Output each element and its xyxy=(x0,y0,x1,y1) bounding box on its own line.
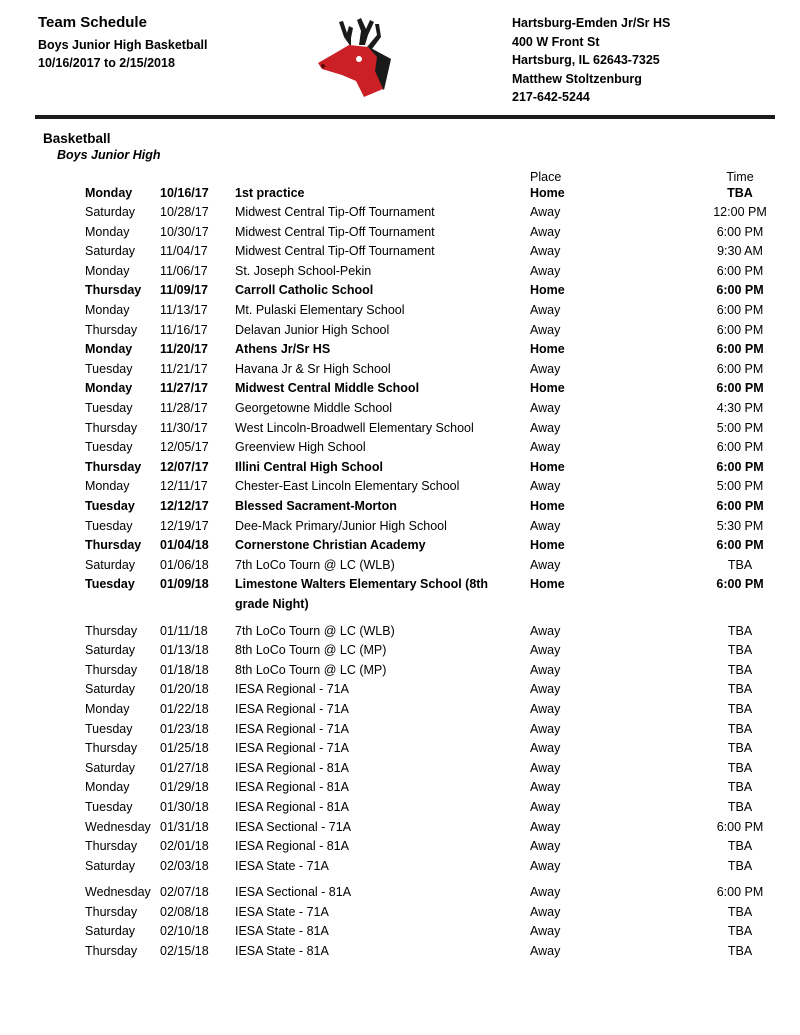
schedule-row xyxy=(85,759,800,779)
row-date: 02/10/18 xyxy=(160,924,209,939)
row-time: TBA xyxy=(727,185,753,200)
school-address-line1: 400 W Front St xyxy=(512,34,600,49)
row-day: Saturday xyxy=(85,557,136,572)
schedule-row xyxy=(85,661,800,681)
row-place: Away xyxy=(530,741,561,756)
row-date: 11/16/17 xyxy=(160,322,208,337)
schedule-row xyxy=(85,360,800,380)
row-event: Illini Central High School xyxy=(235,459,383,474)
row-event: Havana Jr & Sr High School xyxy=(235,361,391,376)
time-column-header: Time xyxy=(726,169,754,184)
row-place: Away xyxy=(530,303,561,318)
row-place: Away xyxy=(530,518,561,533)
schedule-row xyxy=(85,497,800,517)
row-date: 11/30/17 xyxy=(160,420,208,435)
row-event: Dee-Mack Primary/Junior High School xyxy=(235,518,447,533)
row-event: Blessed Sacrament-Morton xyxy=(235,499,397,513)
schedule-row xyxy=(85,622,800,642)
row-time: 6:00 PM xyxy=(716,499,764,513)
row-place: Away xyxy=(530,885,561,900)
row-date: 02/01/18 xyxy=(160,839,209,854)
schedule-row xyxy=(85,438,800,458)
row-day: Tuesday xyxy=(85,499,135,513)
row-event: Mt. Pulaski Elementary School xyxy=(235,303,405,318)
row-time: TBA xyxy=(727,944,753,959)
school-name: Hartsburg-Emden Jr/Sr HS xyxy=(512,16,671,30)
row-day: Saturday xyxy=(85,205,136,220)
row-date: 12/05/17 xyxy=(160,440,209,455)
schedule-row xyxy=(85,700,800,720)
row-event: West Lincoln-Broadwell Elementary School xyxy=(235,420,474,435)
row-event: IESA State - 71A xyxy=(235,858,329,873)
sport-section-title: Basketball xyxy=(43,130,111,146)
row-event: Midwest Central Tip-Off Tournament xyxy=(235,224,435,239)
schedule-row xyxy=(85,556,800,576)
row-date: 11/09/17 xyxy=(160,283,208,298)
row-day: Monday xyxy=(85,342,133,357)
row-event: Midwest Central Tip-Off Tournament xyxy=(235,244,435,259)
schedule-row xyxy=(85,720,800,740)
schedule-row xyxy=(85,778,800,798)
row-event: Delavan Junior High School xyxy=(235,322,390,337)
schedule-row xyxy=(85,680,800,700)
team-name: Boys Junior High Basketball xyxy=(38,38,208,52)
row-time: 6:00 PM xyxy=(716,538,764,553)
row-day: Monday xyxy=(85,224,130,239)
row-date: 01/20/18 xyxy=(160,682,209,697)
row-day: Wednesday xyxy=(85,819,151,834)
schedule-row xyxy=(85,857,800,877)
row-event: 7th LoCo Tourn @ LC (WLB) xyxy=(235,623,395,638)
row-event: IESA Regional - 81A xyxy=(235,760,349,775)
row-time: 6:00 PM xyxy=(716,361,764,376)
row-time: 5:00 PM xyxy=(716,420,764,435)
row-time: 6:00 PM xyxy=(716,322,764,337)
row-time: 9:30 AM xyxy=(717,244,763,259)
schedule-row xyxy=(85,281,800,301)
row-day: Thursday xyxy=(85,322,138,337)
schedule-row xyxy=(85,419,800,439)
row-day: Saturday xyxy=(85,682,136,697)
row-event: IESA State - 71A xyxy=(235,904,329,919)
row-date: 11/21/17 xyxy=(160,361,208,376)
row-time: 6:00 PM xyxy=(716,381,764,396)
row-time: 6:00 PM xyxy=(716,283,764,298)
row-day: Saturday xyxy=(85,924,136,939)
row-place: Away xyxy=(530,701,561,716)
row-day: Monday xyxy=(85,381,133,396)
row-time: 4:30 PM xyxy=(716,401,764,416)
contact-name: Matthew Stoltzenburg xyxy=(512,71,642,86)
row-event: Midwest Central Middle School xyxy=(235,381,420,396)
page-title: Team Schedule xyxy=(38,14,147,31)
row-date: 02/15/18 xyxy=(160,944,209,959)
schedule-row xyxy=(85,301,800,321)
row-day: Thursday xyxy=(85,944,138,959)
row-date: 02/03/18 xyxy=(160,858,209,873)
stag-mascot-logo-icon xyxy=(300,14,420,100)
row-day: Thursday xyxy=(85,459,142,474)
row-time: TBA xyxy=(727,701,753,716)
row-day: Thursday xyxy=(85,904,138,919)
header-divider xyxy=(35,115,775,119)
row-event: Greenview High School xyxy=(235,440,366,455)
schedule-row xyxy=(85,837,800,857)
row-time: TBA xyxy=(727,858,753,873)
row-place: Away xyxy=(530,401,561,416)
row-date: 01/25/18 xyxy=(160,741,209,756)
row-event: St. Joseph School-Pekin xyxy=(235,263,372,278)
row-event: Cornerstone Christian Academy xyxy=(235,538,426,553)
row-day: Tuesday xyxy=(85,518,133,533)
row-day: Monday xyxy=(85,303,130,318)
page-header xyxy=(0,0,800,107)
row-date: 11/28/17 xyxy=(160,401,208,416)
row-date: 11/06/17 xyxy=(160,263,208,278)
row-place: Away xyxy=(530,643,561,658)
row-date: 10/28/17 xyxy=(160,205,209,220)
row-date: 01/31/18 xyxy=(160,819,209,834)
schedule-row xyxy=(85,458,800,478)
schedule-row xyxy=(85,641,800,661)
row-event: IESA Regional - 81A xyxy=(235,799,349,814)
row-event: IESA Regional - 71A xyxy=(235,701,349,716)
row-place: Away xyxy=(530,662,561,677)
row-day: Thursday xyxy=(85,839,138,854)
row-time: 6:00 PM xyxy=(716,440,764,455)
row-date: 01/23/18 xyxy=(160,721,209,736)
row-place: Away xyxy=(530,904,561,919)
row-place: Away xyxy=(530,440,561,455)
row-event: 7th LoCo Tourn @ LC (WLB) xyxy=(235,557,395,572)
row-date: 01/29/18 xyxy=(160,780,209,795)
schedule-row xyxy=(85,536,800,556)
row-date: 11/20/17 xyxy=(160,342,208,357)
row-place: Home xyxy=(530,342,565,357)
schedule-row xyxy=(85,262,800,282)
row-place: Away xyxy=(530,244,561,259)
schedule-body xyxy=(85,184,800,962)
row-place: Away xyxy=(530,721,561,736)
row-event: 8th LoCo Tourn @ LC (MP) xyxy=(235,662,387,677)
row-place: Away xyxy=(530,205,561,220)
row-time: TBA xyxy=(727,780,753,795)
schedule-row xyxy=(85,184,800,204)
row-place: Home xyxy=(530,499,565,513)
row-time: TBA xyxy=(727,643,753,658)
row-place: Home xyxy=(530,283,565,298)
row-time: 6:00 PM xyxy=(716,224,764,239)
row-place: Away xyxy=(530,924,561,939)
date-range: 10/16/2017 to 2/15/2018 xyxy=(38,56,175,70)
row-time: 6:00 PM xyxy=(716,342,764,357)
row-time: 6:00 PM xyxy=(716,577,764,592)
row-place: Away xyxy=(530,839,561,854)
row-date: 01/11/18 xyxy=(160,623,208,638)
date-column-header xyxy=(160,170,235,184)
row-day: Thursday xyxy=(85,420,138,435)
row-event: IESA Sectional - 71A xyxy=(235,819,352,834)
row-day: Tuesday xyxy=(85,799,133,814)
row-time: 12:00 PM xyxy=(713,205,767,220)
row-place: Away xyxy=(530,361,561,376)
row-day: Monday xyxy=(85,701,130,716)
row-place: Away xyxy=(530,858,561,873)
row-date: 02/07/18 xyxy=(160,885,209,900)
row-event: Midwest Central Tip-Off Tournament xyxy=(235,205,435,220)
row-event: IESA State - 81A xyxy=(235,924,329,939)
row-place: Home xyxy=(530,577,565,592)
schedule-row xyxy=(85,340,800,360)
schedule-row xyxy=(85,379,800,399)
row-place: Away xyxy=(530,479,561,494)
schedule-table xyxy=(85,170,800,962)
row-place: Away xyxy=(530,780,561,795)
row-time: TBA xyxy=(727,904,753,919)
schedule-title-block xyxy=(38,14,300,72)
schedule-row xyxy=(85,883,800,903)
schedule-row xyxy=(85,922,800,942)
row-time: 6:00 PM xyxy=(716,819,764,834)
team-section-subtitle: Boys Junior High xyxy=(57,147,161,162)
row-place: Away xyxy=(530,557,561,572)
row-place: Away xyxy=(530,944,561,959)
row-date: 11/04/17 xyxy=(160,244,208,259)
contact-phone: 217-642-5244 xyxy=(512,90,590,104)
row-event: Athens Jr/Sr HS xyxy=(235,342,331,357)
schedule-row xyxy=(85,739,800,759)
schedule-row xyxy=(85,223,800,243)
row-date: 12/11/17 xyxy=(160,479,208,494)
row-day: Thursday xyxy=(85,623,138,638)
row-time: TBA xyxy=(727,799,753,814)
row-time: TBA xyxy=(727,760,753,775)
row-event: Limestone Walters Elementary School (8th grade Night) xyxy=(235,577,489,611)
row-place: Away xyxy=(530,682,561,697)
row-day: Saturday xyxy=(85,760,136,775)
row-date: 01/27/18 xyxy=(160,760,209,775)
row-time: TBA xyxy=(727,741,753,756)
day-column-header xyxy=(85,170,160,184)
row-time: 6:00 PM xyxy=(716,303,764,318)
row-day: Thursday xyxy=(85,662,138,677)
schedule-row xyxy=(85,575,800,614)
row-date: 01/13/18 xyxy=(160,643,209,658)
row-place: Away xyxy=(530,623,561,638)
row-place: Away xyxy=(530,263,561,278)
row-day: Monday xyxy=(85,185,133,200)
row-event: 8th LoCo Tourn @ LC (MP) xyxy=(235,643,387,658)
row-day: Tuesday xyxy=(85,361,133,376)
row-place: Home xyxy=(530,459,565,474)
event-column-header xyxy=(235,170,530,184)
row-event: IESA State - 81A xyxy=(235,944,329,959)
table-header-row xyxy=(85,170,800,184)
row-date: 12/12/17 xyxy=(160,499,209,513)
row-time: 5:00 PM xyxy=(716,479,764,494)
row-time: 6:00 PM xyxy=(716,885,764,900)
row-time: TBA xyxy=(727,721,753,736)
row-time: 6:00 PM xyxy=(716,263,764,278)
row-date: 01/18/18 xyxy=(160,662,209,677)
schedule-row xyxy=(85,517,800,537)
row-day: Monday xyxy=(85,780,130,795)
row-event: Georgetowne Middle School xyxy=(235,401,393,416)
schedule-row xyxy=(85,477,800,497)
row-date: 11/13/17 xyxy=(160,303,208,318)
row-event: Chester-East Lincoln Elementary School xyxy=(235,479,460,494)
schedule-row xyxy=(85,203,800,223)
row-time: TBA xyxy=(727,839,753,854)
row-time: TBA xyxy=(727,557,753,572)
row-day: Thursday xyxy=(85,538,142,553)
row-day: Tuesday xyxy=(85,401,133,416)
row-event: IESA Regional - 71A xyxy=(235,682,349,697)
schedule-row xyxy=(85,903,800,923)
row-event: IESA Regional - 71A xyxy=(235,741,349,756)
row-place: Away xyxy=(530,224,561,239)
schedule-row xyxy=(85,798,800,818)
place-column-header: Place xyxy=(530,169,562,184)
row-date: 10/16/17 xyxy=(160,185,209,200)
row-day: Monday xyxy=(85,479,130,494)
row-place: Away xyxy=(530,322,561,337)
school-info-block xyxy=(512,14,670,107)
row-day: Saturday xyxy=(85,858,136,873)
row-event: IESA Regional - 71A xyxy=(235,721,349,736)
schedule-row xyxy=(85,942,800,962)
row-date: 12/07/17 xyxy=(160,459,209,474)
row-event: Carroll Catholic School xyxy=(235,283,374,298)
row-place: Away xyxy=(530,799,561,814)
row-event: IESA Regional - 81A xyxy=(235,780,349,795)
row-date: 01/22/18 xyxy=(160,701,209,716)
row-date: 02/08/18 xyxy=(160,904,209,919)
row-date: 01/30/18 xyxy=(160,799,209,814)
row-day: Thursday xyxy=(85,283,142,298)
schedule-row xyxy=(85,242,800,262)
row-place: Away xyxy=(530,420,561,435)
row-place: Home xyxy=(530,538,565,553)
school-address-line2: Hartsburg, IL 62643-7325 xyxy=(512,53,660,67)
row-day: Tuesday xyxy=(85,440,133,455)
row-place: Away xyxy=(530,819,561,834)
row-date: 01/09/18 xyxy=(160,577,209,592)
row-day: Saturday xyxy=(85,643,136,658)
row-day: Saturday xyxy=(85,244,136,259)
row-time: TBA xyxy=(727,623,753,638)
row-day: Wednesday xyxy=(85,885,151,900)
row-time: 5:30 PM xyxy=(716,518,764,533)
row-place: Home xyxy=(530,185,565,200)
row-date: 01/04/18 xyxy=(160,538,209,553)
row-date: 11/27/17 xyxy=(160,381,208,396)
row-date: 01/06/18 xyxy=(160,557,209,572)
schedule-row xyxy=(85,399,800,419)
row-date: 12/19/17 xyxy=(160,518,209,533)
row-day: Monday xyxy=(85,263,130,278)
row-day: Tuesday xyxy=(85,577,135,592)
row-event: 1st practice xyxy=(235,185,305,200)
schedule-row xyxy=(85,818,800,838)
row-place: Away xyxy=(530,760,561,775)
row-date: 10/30/17 xyxy=(160,224,209,239)
row-day: Tuesday xyxy=(85,721,133,736)
row-time: TBA xyxy=(727,924,753,939)
row-place: Home xyxy=(530,381,565,396)
row-day: Thursday xyxy=(85,741,138,756)
schedule-row xyxy=(85,321,800,341)
row-event: IESA Regional - 81A xyxy=(235,839,349,854)
row-event: IESA Sectional - 81A xyxy=(235,885,352,900)
row-time: TBA xyxy=(727,682,753,697)
row-time: 6:00 PM xyxy=(716,459,764,474)
row-time: TBA xyxy=(727,662,753,677)
